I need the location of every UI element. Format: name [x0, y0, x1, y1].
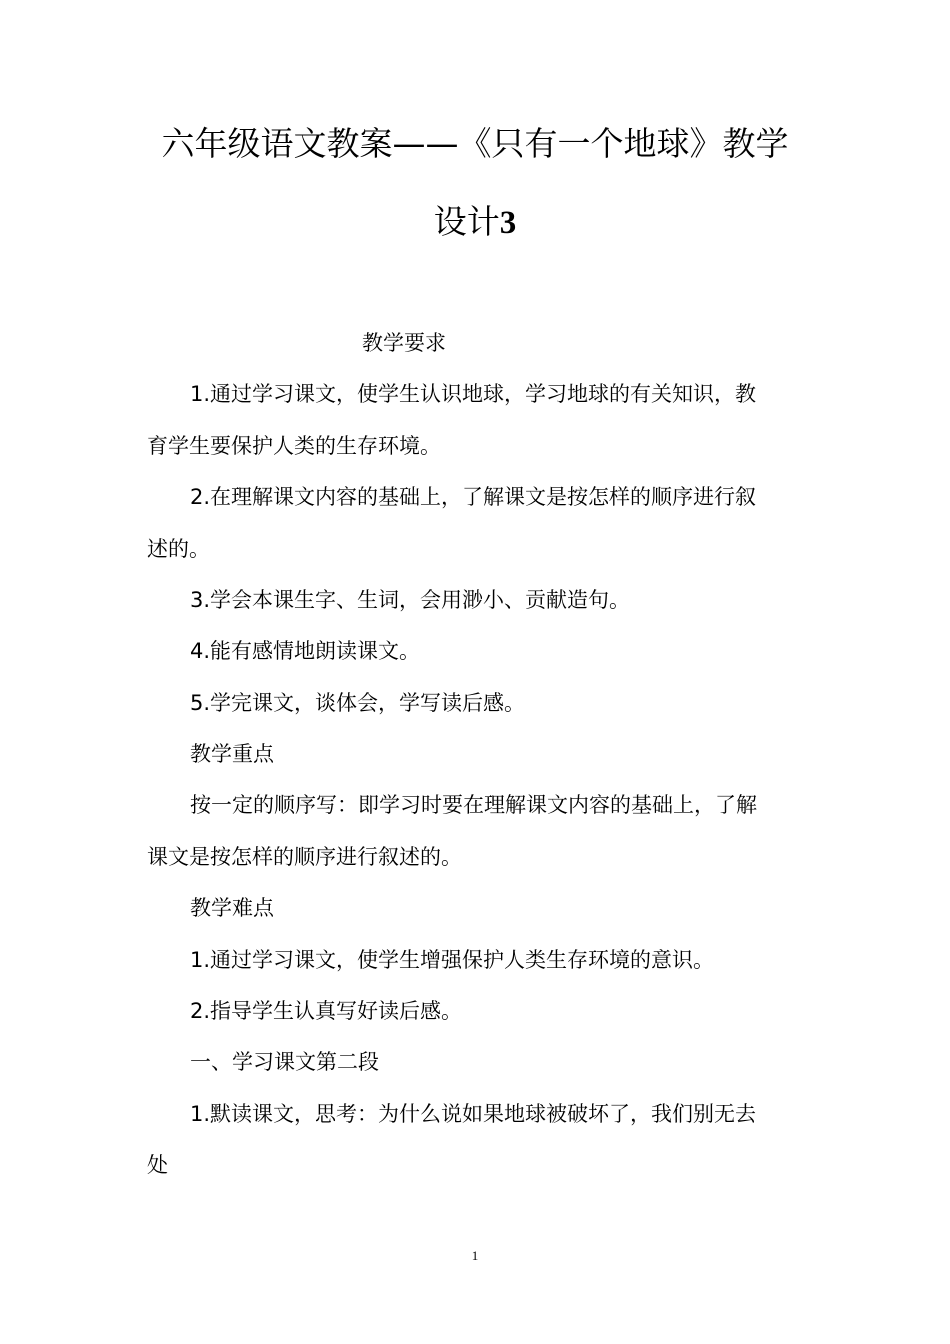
paragraph-line: 处: [147, 1153, 168, 1177]
section-heading-difficulties: 教学难点: [190, 896, 274, 920]
paragraph-line: 课文是按怎样的顺序进行叙述的。: [147, 845, 462, 869]
paragraph-line: 1.通过学习课文，使学生增强保护人类生存环境的意识。: [190, 948, 715, 972]
title-text: 设计: [433, 202, 500, 241]
section-heading-key-points: 教学重点: [190, 742, 274, 766]
paragraph-line: 述的。: [147, 537, 210, 561]
section-heading-part-one: 一、学习课文第二段: [190, 1050, 379, 1074]
paragraph-line: 5.学完课文，谈体会，学写读后感。: [190, 691, 526, 715]
paragraph-line: 按一定的顺序写：即学习时要在理解课文内容的基础上，了解: [190, 793, 757, 817]
paragraph-line: 1.通过学习课文，使学生认识地球，学习地球的有关知识，教: [190, 382, 757, 406]
section-heading-teaching-requirements: 教学要求: [362, 331, 446, 355]
paragraph-line: 2.在理解课文内容的基础上，了解课文是按怎样的顺序进行叙: [190, 485, 757, 509]
paragraph-line: 4.能有感情地朗读课文。: [190, 639, 421, 663]
paragraph-line: 1.默读课文，思考：为什么说如果地球被破坏了，我们别无去: [190, 1102, 757, 1126]
paragraph-line: 育学生要保护人类的生存环境。: [147, 434, 441, 458]
page-number: 1: [471, 1248, 479, 1263]
document-title-line-2: [100, 202, 850, 243]
title-number: 3: [499, 205, 517, 241]
document-title-line-1: 六年级语文教案——《只有一个地球》教学: [161, 124, 789, 163]
paragraph-line: 3.学会本课生字、生词，会用渺小、贡献造句。: [190, 588, 631, 612]
paragraph-line: 2.指导学生认真写好读后感。: [190, 999, 463, 1023]
